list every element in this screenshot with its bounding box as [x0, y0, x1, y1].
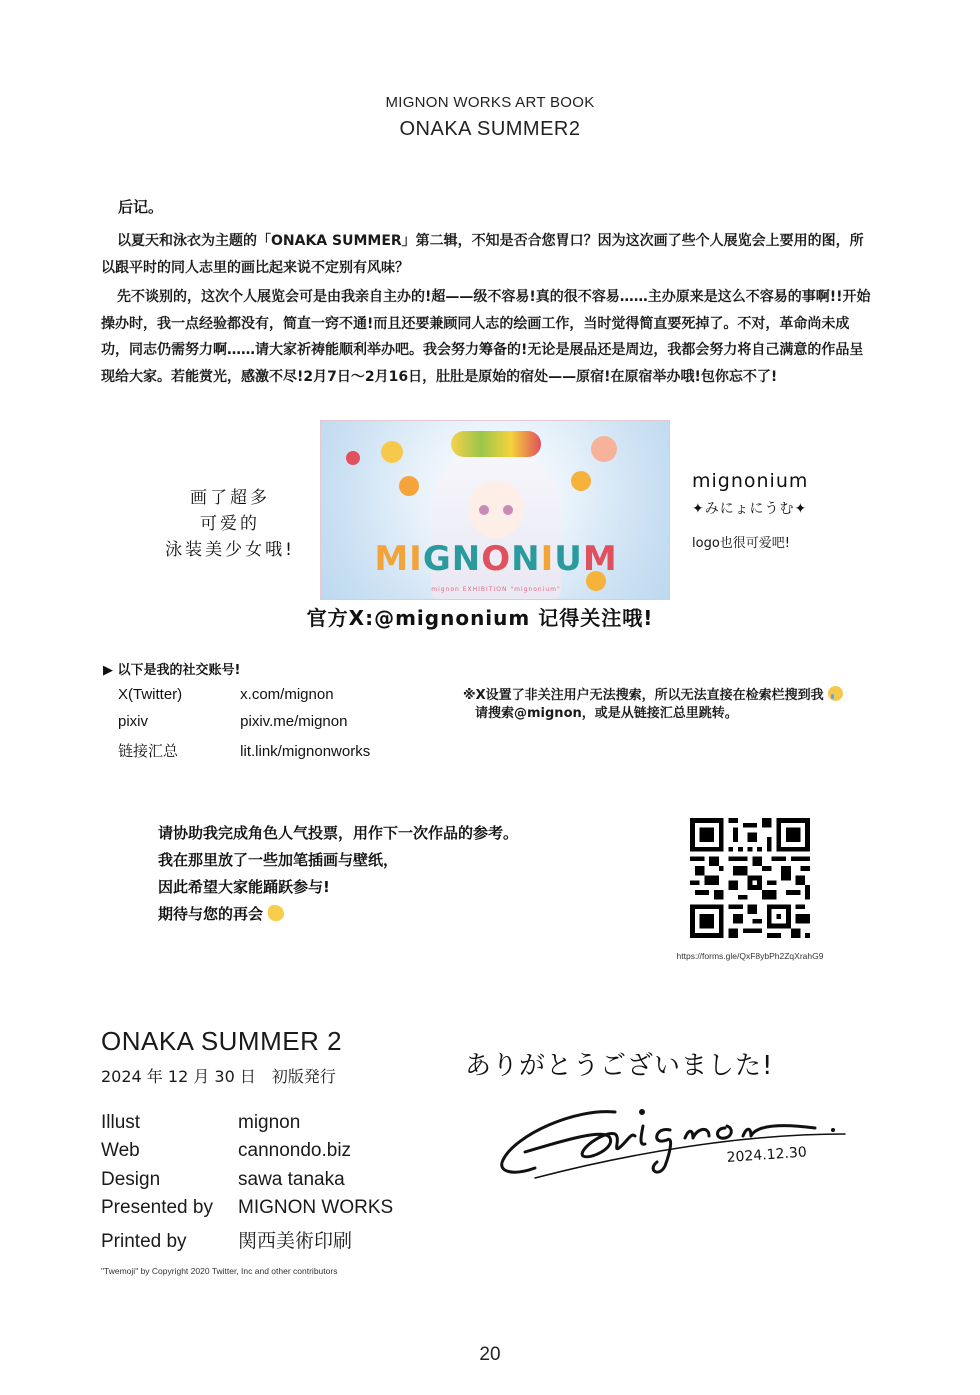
- character-face: [469, 481, 523, 539]
- credit-row: [101, 1226, 352, 1253]
- credit-row: [101, 1197, 393, 1219]
- social-label: X(Twitter): [118, 686, 183, 703]
- social-link-pixiv[interactable]: pixiv.me/mignon: [240, 713, 348, 730]
- fruit-decoration: [381, 441, 403, 463]
- series-title: MIGNON WORKS ART BOOK: [385, 94, 595, 111]
- fruit-decoration: [399, 476, 419, 496]
- vote-line: 因此希望大家能踊跃参与!: [158, 878, 330, 896]
- colophon-title: ONAKA SUMMER 2: [101, 1026, 343, 1056]
- publication-date: 2024 年 12 月 30 日 初版発行: [101, 1067, 336, 1086]
- handwritten-logo-comment: logo也很可爱吧!: [692, 536, 790, 551]
- official-x-follow-note: 官方X:@mignonium 记得关注哦!: [306, 606, 654, 630]
- credit-row: [101, 1140, 351, 1162]
- handwritten-kana: ✦みにょにうむ✦: [692, 501, 808, 517]
- fruit-decoration: [346, 451, 360, 465]
- handwritten-thanks: ありがとうございました!: [465, 1051, 774, 1081]
- credit-label: Illust: [101, 1112, 141, 1133]
- signature-date: 2024.12.30: [726, 1144, 808, 1166]
- vote-line: 我在那里放了一些加笔插画与壁纸，: [158, 851, 399, 869]
- handwritten-note-left: [145, 485, 315, 563]
- social-row-litlink: [118, 740, 370, 761]
- credit-value: 関西美術印刷: [238, 1231, 353, 1252]
- paragraph-text: 以夏天和泳衣为主题的「ONAKA SUMMER」第二辑，不知是否合您胃口？因为这次画了些个人展览会上要用的图，所以跟平时的同人志里的画比起来说不定别有风味？: [101, 233, 864, 276]
- fruit-decoration: [571, 471, 591, 491]
- waving-hand-icon: [268, 905, 284, 921]
- character-eye: [479, 505, 489, 515]
- mignonium-logo: MIGNONIUM: [374, 539, 618, 579]
- credit-label: Printed by: [101, 1231, 187, 1252]
- note-text: ※X设置了非关注用户无法搜索，所以无法直接在检索栏搜到我: [463, 688, 824, 703]
- character-eye: [503, 505, 513, 515]
- vote-request: [158, 820, 518, 928]
- note-line: 泳装美少女哦!: [165, 540, 295, 560]
- credit-label: Design: [101, 1169, 161, 1190]
- credit-row: [101, 1112, 300, 1134]
- note-line: 可爱的: [200, 514, 260, 534]
- exhibition-banner-image: [320, 420, 670, 600]
- credit-value[interactable]: cannondo.biz: [238, 1140, 352, 1161]
- credit-value: MIGNON WORKS: [238, 1197, 394, 1218]
- afterword-paragraph-2: [101, 284, 871, 390]
- flower-crown: [451, 431, 541, 457]
- social-link-x[interactable]: x.com/mignon: [240, 686, 334, 703]
- afterword-paragraph-1: [101, 228, 871, 281]
- credit-value: sawa tanaka: [238, 1169, 345, 1190]
- banner-subtitle: mignon EXHIBITION "mignonium": [431, 586, 561, 593]
- credit-label: Presented by: [101, 1197, 213, 1218]
- qr-code[interactable]: [690, 818, 810, 938]
- twemoji-credit: "Twemoji" by Copyright 2020 Twitter, Inc and other contributors: [101, 1266, 338, 1276]
- afterword-title: 后记。: [118, 198, 164, 216]
- social-row-pixiv: [118, 713, 347, 730]
- social-label: 链接汇总: [118, 743, 179, 760]
- social-accounts-heading: ▶ 以下是我的社交账号!: [103, 663, 241, 678]
- qr-url[interactable]: https://forms.gle/QxF8ybPh2ZqXrahG9: [676, 951, 824, 961]
- credit-label: Web: [101, 1140, 140, 1161]
- social-label: pixiv: [118, 713, 149, 730]
- vote-line: 请协助我完成角色人气投票，用作下一次作品的参考。: [158, 824, 519, 842]
- signature-dot: [639, 1109, 645, 1115]
- credit-value: mignon: [238, 1112, 301, 1133]
- crying-face-icon: [828, 686, 843, 701]
- paragraph-text: 先不谈别的，这次个人展览会可是由我亲自主办的!超——级不容易!真的很不容易……主办原来是这么不容易的事啊!!开始操办时，我一点经验都没有，简直一窍不通!而且还要兼顾同人志的绘画工作，当时觉得简直要死掉了。不对，革命尚未成功，同志仍需努力啊……请大家祈祷能顺利举办吧。我会努力筹备的!无论是展品还是周边，我都会努力将自己满意的作品呈现给大家。若能赏光，感激不尽!2月7日～2月16日，肚肚是原始的宿处——原宿!在原宿举办哦!包你忘不了!: [101, 289, 871, 385]
- note-line: 画了超多: [190, 488, 270, 508]
- fruit-decoration: [591, 436, 617, 462]
- vote-line: 期待与您的再会: [158, 905, 264, 923]
- handwritten-mignonium: mignonium: [692, 470, 809, 492]
- social-row-x: [118, 686, 334, 703]
- credit-row: [101, 1169, 345, 1191]
- book-title: ONAKA SUMMER2: [399, 118, 581, 140]
- signature-image: [495, 1090, 855, 1180]
- page-number: 20: [479, 1344, 501, 1365]
- x-search-note: [463, 686, 843, 723]
- social-link-litlink[interactable]: lit.link/mignonworks: [240, 743, 371, 760]
- note-text: 请搜索@mignon，或是从链接汇总里跳转。: [475, 706, 738, 721]
